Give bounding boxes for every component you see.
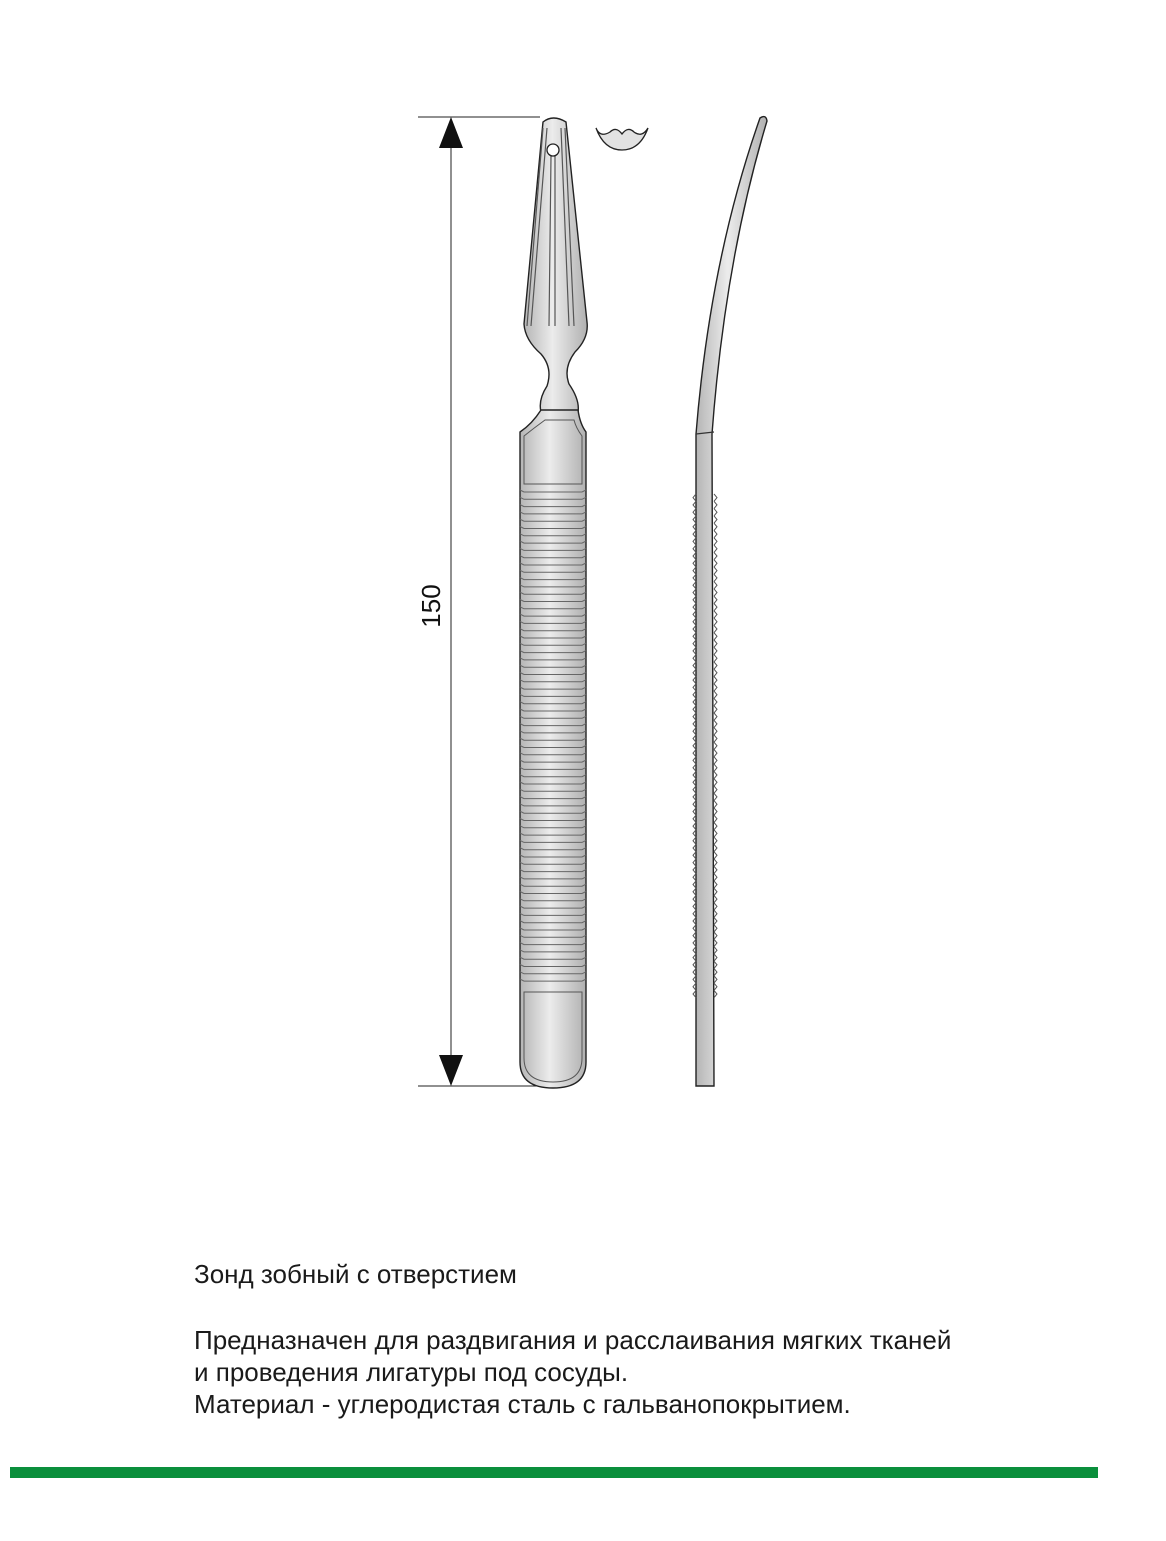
serration-notch: [714, 567, 717, 574]
serration-notch: [714, 983, 717, 990]
serration-notch: [714, 874, 717, 881]
serration-notch: [714, 786, 717, 793]
serration-notch: [714, 655, 717, 662]
serration-notch: [714, 888, 717, 895]
description-line-2: и проведения лигатуры под сосуды.: [194, 1357, 629, 1387]
serration-notch: [714, 881, 717, 888]
serration-notch: [714, 698, 717, 705]
serration-notch: [714, 837, 717, 844]
serration-notch: [714, 560, 717, 567]
serration-notch: [714, 706, 717, 713]
cross-section-profile: [596, 128, 648, 150]
serration-notch: [714, 823, 717, 830]
serration-notch: [714, 735, 717, 742]
serration-notch: [714, 728, 717, 735]
serration-notch: [714, 713, 717, 720]
serration-notch: [714, 523, 717, 530]
serration-notch: [714, 859, 717, 866]
serration-notch: [714, 552, 717, 559]
serration-notch: [714, 596, 717, 603]
serration-notch: [714, 954, 717, 961]
dimension-arrow-top: [439, 117, 463, 148]
dimension-label: 150: [416, 584, 446, 628]
serration-notch: [714, 896, 717, 903]
serration-notch: [714, 917, 717, 924]
serration-notch: [714, 574, 717, 581]
serration-notch: [714, 501, 717, 508]
serration-notch: [714, 764, 717, 771]
serration-notch: [714, 990, 717, 997]
serration-notch: [714, 625, 717, 632]
serration-notch: [714, 969, 717, 976]
serration-notch: [714, 793, 717, 800]
footer-green-rule: [10, 1467, 1098, 1478]
serration-notch: [714, 830, 717, 837]
serration-notch: [714, 531, 717, 538]
serration-notch: [714, 647, 717, 654]
dimension-arrow-bottom: [439, 1055, 463, 1086]
serration-notch: [714, 684, 717, 691]
serration-notch: [714, 852, 717, 859]
serration-notch: [714, 815, 717, 822]
serration-notch: [714, 677, 717, 684]
serration-notch: [714, 801, 717, 808]
probe-front-view: [520, 118, 587, 1088]
serration-notch: [714, 925, 717, 932]
serration-notch: [714, 976, 717, 983]
serration-notch: [714, 516, 717, 523]
serration-notch: [714, 771, 717, 778]
serration-notch: [714, 509, 717, 516]
serration-notch: [714, 611, 717, 618]
serration-notch: [714, 742, 717, 749]
serration-notch: [714, 961, 717, 968]
serration-notch: [714, 494, 717, 501]
serration-notch: [714, 947, 717, 954]
serration-notch: [714, 589, 717, 596]
serration-notch: [714, 691, 717, 698]
probe-handle: [520, 410, 586, 1088]
serration-notch: [714, 604, 717, 611]
serration-notch: [714, 633, 717, 640]
serration-notch: [714, 720, 717, 727]
serration-notch: [714, 640, 717, 647]
serration-notch: [714, 757, 717, 764]
serration-notch: [714, 844, 717, 851]
product-title: Зонд зобный с отверстием: [194, 1259, 517, 1289]
description-line-1: Предназначен для раздвигания и расслаивания мягких тканей: [194, 1325, 952, 1355]
serration-notch: [714, 545, 717, 552]
serration-notch: [714, 939, 717, 946]
side-profile: [696, 117, 767, 1086]
serration-notch: [714, 779, 717, 786]
serration-notch: [714, 669, 717, 676]
serration-notch: [714, 538, 717, 545]
probe-side-view: [693, 117, 767, 1086]
serration-notch: [714, 618, 717, 625]
serration-notch: [714, 932, 717, 939]
serration-notch: [714, 662, 717, 669]
serration-notch: [714, 866, 717, 873]
serration-notch: [714, 910, 717, 917]
serration-notch: [714, 903, 717, 910]
probe-blade: [524, 118, 587, 412]
product-description: [194, 1324, 951, 1420]
serration-notch: [714, 750, 717, 757]
serration-notch: [714, 808, 717, 815]
description-line-3: Материал - углеродистая сталь с гальванопокрытием.: [194, 1389, 851, 1419]
serration-notch: [714, 582, 717, 589]
ligature-hole: [547, 144, 559, 156]
